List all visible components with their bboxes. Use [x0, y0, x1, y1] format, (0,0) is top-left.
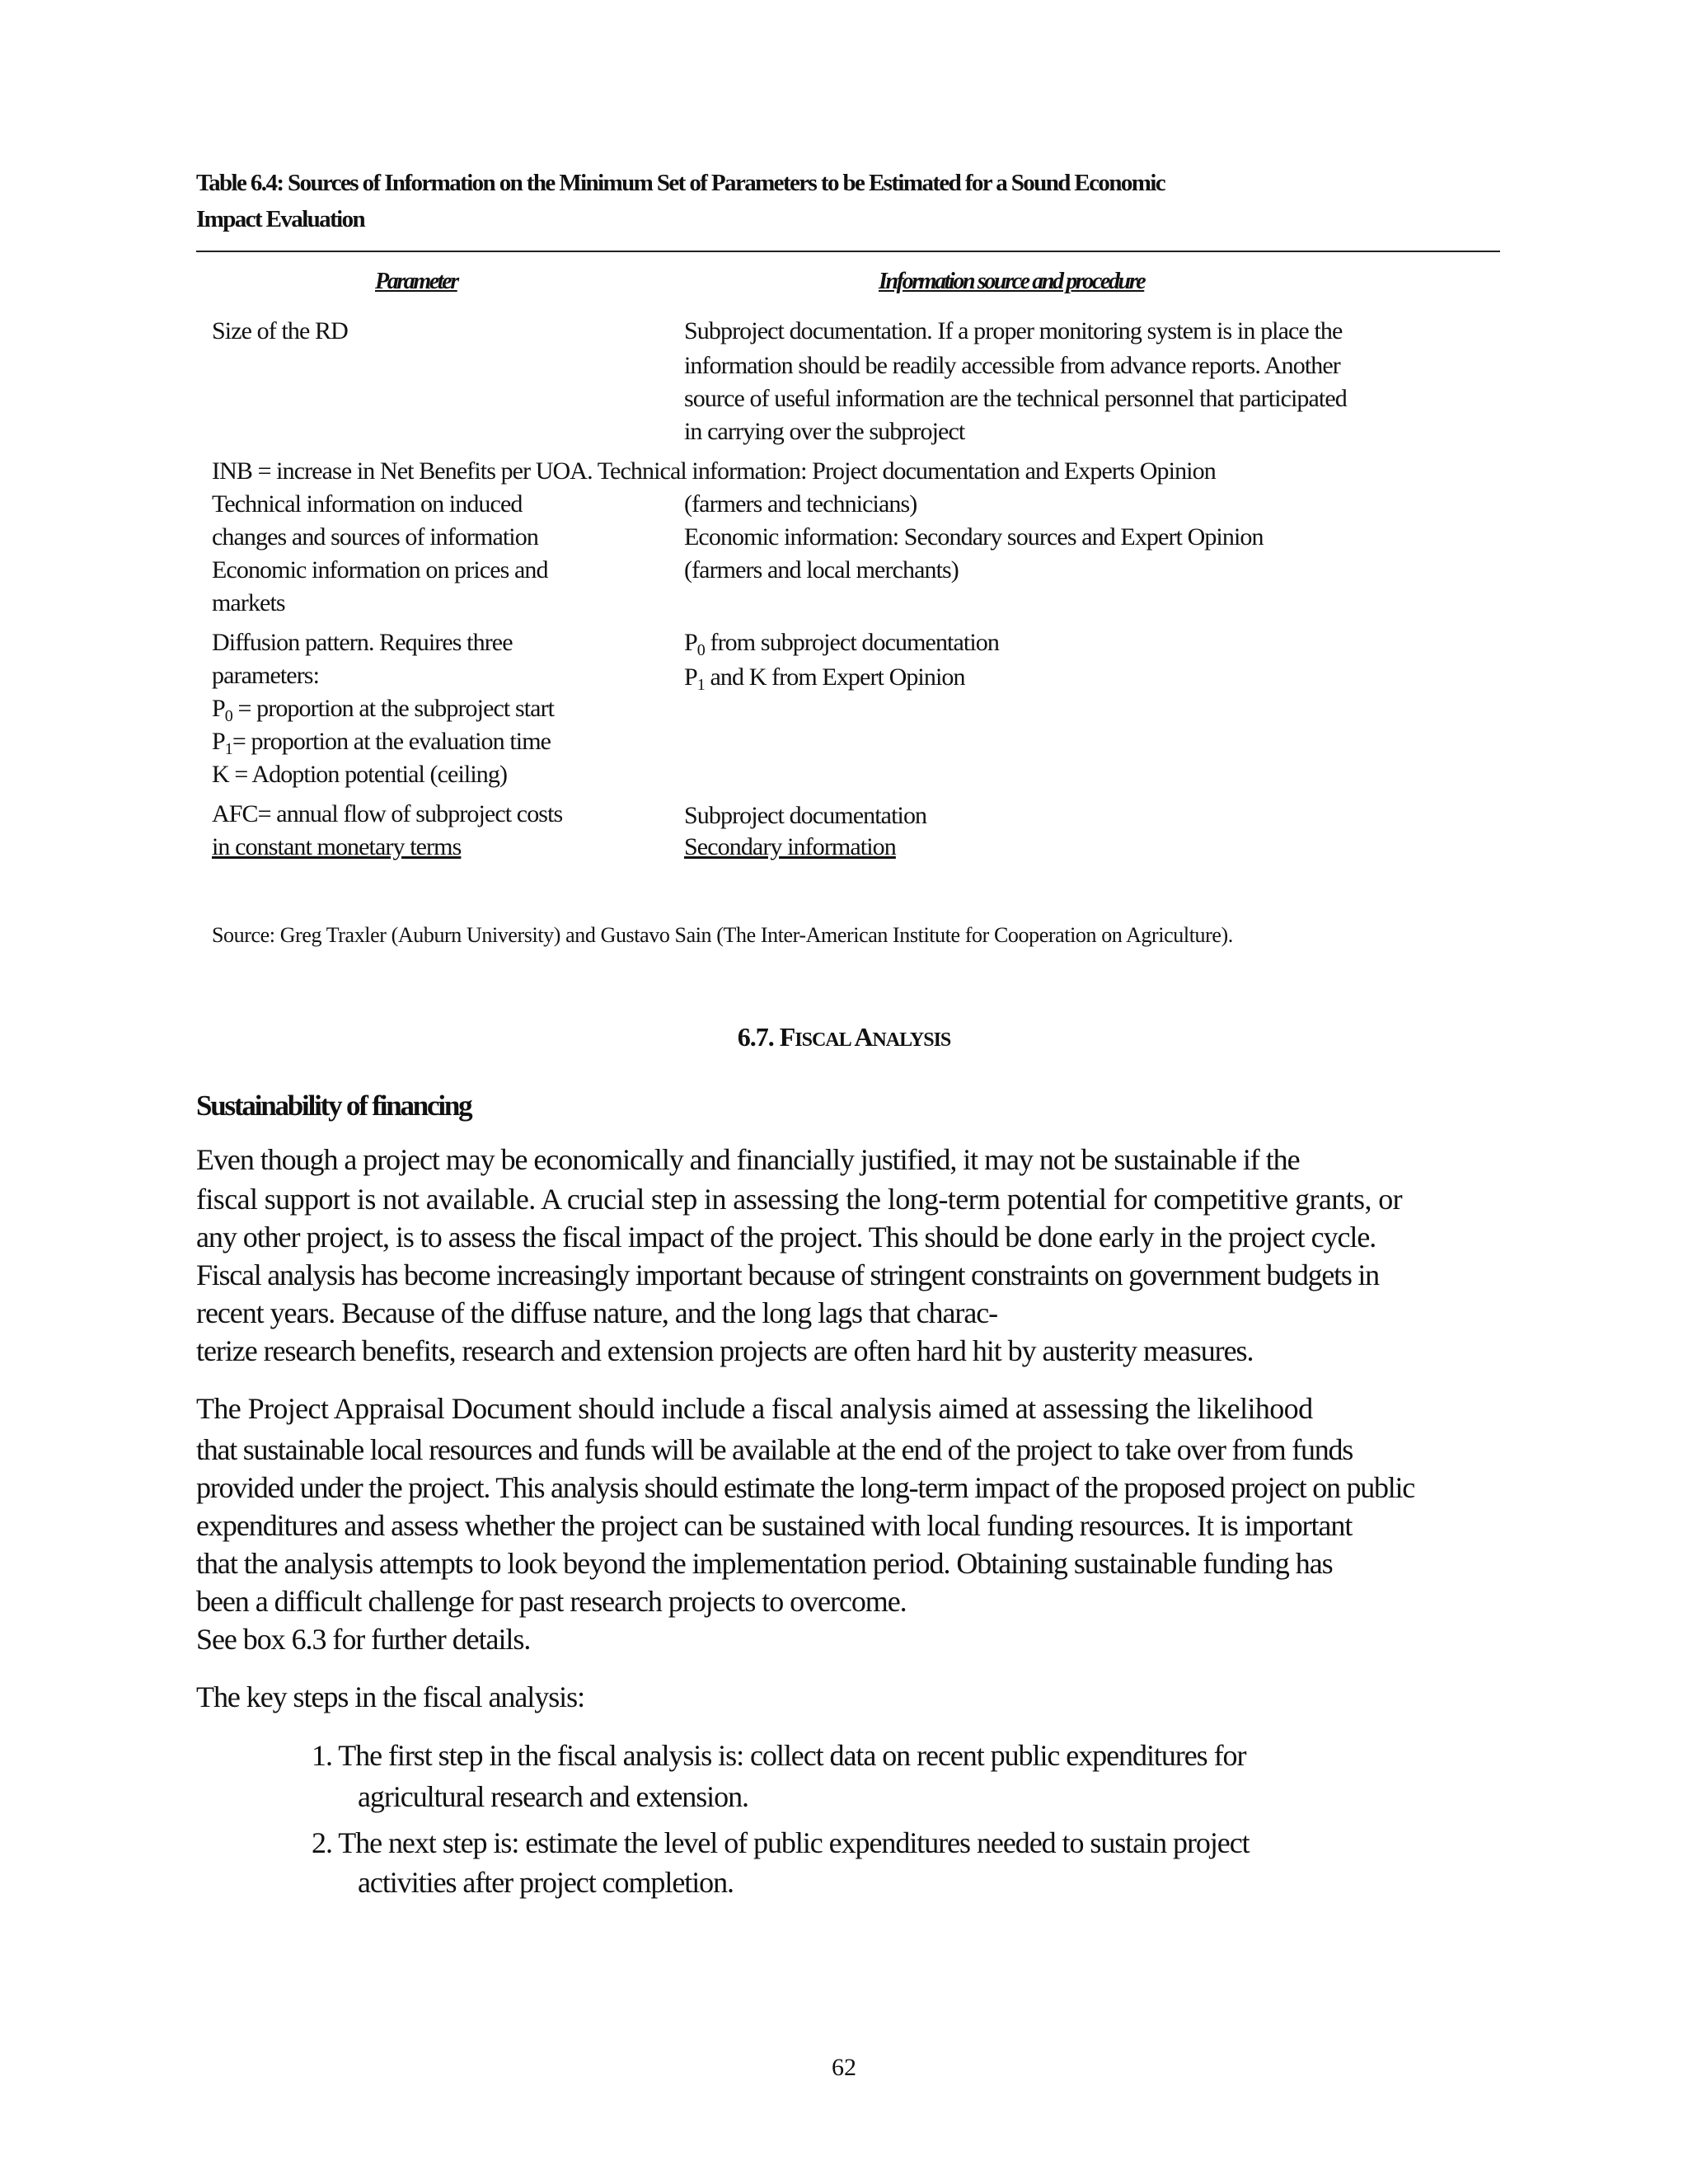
row-inb-param-line-2: changes and sources of information	[212, 523, 538, 551]
row-inb-source-line-1: (farmers and technicians)	[684, 490, 917, 518]
row-afc-param-line-2: in constant monetary terms	[212, 833, 462, 860]
step-2-line-2: activities after project completion.	[358, 1866, 734, 1899]
row-size-source-line-2: information should be readily accessible from advance reports. Another	[684, 352, 1340, 379]
row-inb-source-line-3: (farmers and local merchants)	[684, 556, 959, 583]
row-inb-param-line-4: markets	[212, 589, 285, 616]
row-diffusion-param-line-2: parameters:	[212, 662, 320, 689]
row-size-param: Size of the RD	[212, 317, 348, 344]
paragraph-1-line-4: Fiscal analysis has become increasingly important because of stringent constraints on government budgets in	[196, 1258, 1379, 1291]
table-source-note: Source: Greg Traxler (Auburn University) and Gustavo Sain (The Inter-American Institute for Cooperation on Agriculture).	[212, 923, 1233, 947]
row-size-source-line-4: in carrying over the subproject	[684, 418, 965, 445]
paragraph-2-line-2: that sustainable local resources and funds will be available at the end of the project to take over from funds	[196, 1433, 1353, 1466]
row-diffusion-p1-definition: $P_1=$ proportion at the evaluation time	[212, 728, 551, 758]
table-top-rule	[196, 251, 1500, 252]
table-caption-line-2: Impact Evaluation	[196, 206, 365, 232]
row-inb-source-line-2: Economic information: Secondary sources and Expert Opinion	[684, 523, 1264, 551]
paragraph-2-line-6: been a difficult challenge for past research projects to overcome.	[196, 1585, 907, 1618]
paragraph-2-line-4: expenditures and assess whether the project can be sustained with local funding resources. It is important	[196, 1509, 1353, 1542]
row-inb-full-line: INB = increase in Net Benefits per UOA. Technical information: Project documentation and Experts Opinion	[212, 457, 1216, 485]
paragraph-1-line-6: terize research benefits, research and extension projects are often hard hit by austerity measures.	[196, 1334, 1254, 1367]
page-number: 62	[832, 2054, 856, 2081]
row-diffusion-param-line-1: Diffusion pattern. Requires three	[212, 629, 513, 656]
row-size-source-line-3: source of useful information are the technical personnel that participated	[684, 385, 1347, 412]
row-inb-param-line-1: Technical information on induced	[212, 490, 523, 518]
column-header-parameter: Parameter	[375, 269, 457, 294]
row-diffusion-p0-definition: $P_0$ = proportion at the subproject start	[212, 695, 555, 725]
step-1-line-1: 1. The first step in the fiscal analysis is: collect data on recent public expenditures for	[312, 1739, 1246, 1772]
row-diffusion-k-definition: K = Adoption potential (ceiling)	[212, 761, 508, 788]
steps-intro: The key steps in the fiscal analysis:	[196, 1680, 585, 1713]
row-diffusion-source-line-2: $P_1$ and K from Expert Opinion	[684, 663, 965, 694]
paragraph-2-line-5: that the analysis attempts to look beyond the implementation period. Obtaining sustainable funding has	[196, 1547, 1333, 1580]
step-2-line-1: 2. The next step is: estimate the level of public expenditures needed to sustain project	[312, 1826, 1250, 1859]
paragraph-1-line-2: fiscal support is not available. A crucial step in assessing the long-term potential for competitive grants, or	[196, 1183, 1403, 1216]
column-header-information-source: Information source and procedure	[879, 269, 1145, 294]
paragraph-1-line-1: Even though a project may be economically and financially justified, it may not be sustainable if the	[196, 1143, 1300, 1176]
paragraph-1-line-5: recent years. Because of the diffuse nature, and the long lags that charac-	[196, 1296, 998, 1329]
table-caption-line-1: Table 6.4: Sources of Information on the Minimum Set of Parameters to be Estimated for a Sound Economic	[196, 170, 1165, 196]
paragraph-2-line-3: provided under the project. This analysis should estimate the long-term impact of the proposed project on public	[196, 1471, 1414, 1504]
row-afc-source-line-1: Subproject documentation	[684, 802, 927, 829]
row-inb-param-line-3: Economic information on prices and	[212, 556, 548, 583]
step-1-line-2: agricultural research and extension.	[358, 1780, 748, 1813]
row-afc-source-line-2: Secondary information	[684, 833, 896, 860]
paragraph-2-line-1: The Project Appraisal Document should include a fiscal analysis aimed at assessing the likelihood	[196, 1392, 1313, 1425]
section-title: 6.7. FISCAL ANALYSIS	[737, 1022, 951, 1052]
paragraph-2-line-7: See box 6.3 for further details.	[196, 1623, 531, 1656]
row-size-source-line-1: Subproject documentation. If a proper monitoring system is in place the	[684, 317, 1343, 344]
subheading: Sustainability of financing	[196, 1090, 471, 1122]
row-afc-param-line-1: AFC= annual flow of subproject costs	[212, 800, 563, 827]
paragraph-1-line-3: any other project, is to assess the fiscal impact of the project. This should be done early in the project cycle.	[196, 1221, 1376, 1254]
row-diffusion-source-line-1: $P_0$ from subproject documentation	[684, 629, 999, 659]
